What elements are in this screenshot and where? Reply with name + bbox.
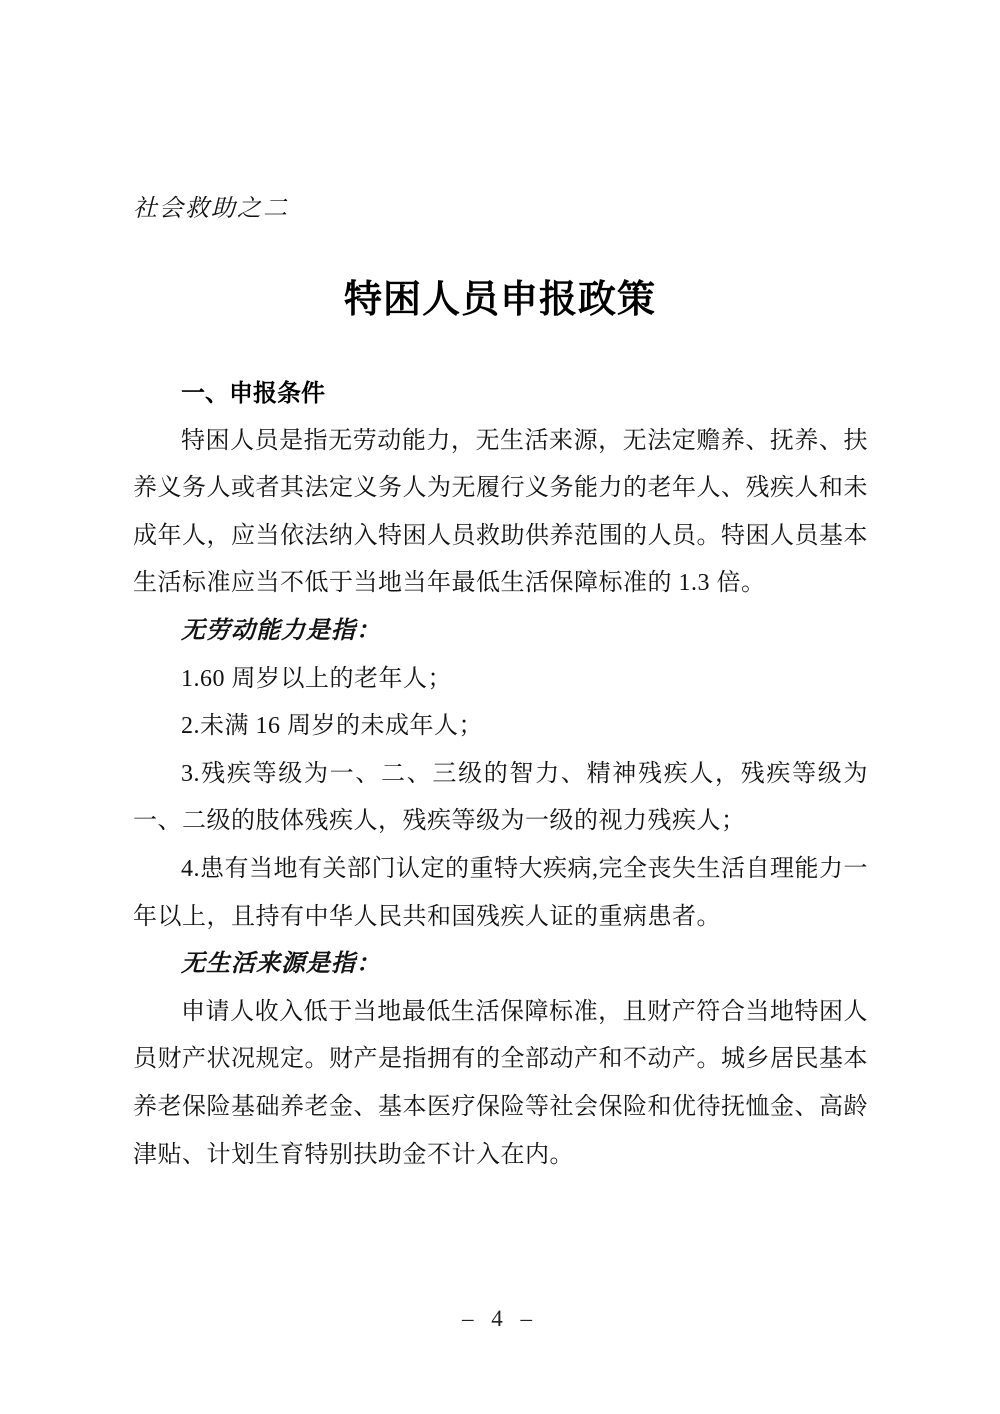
- doc-series-label: 社会救助之二: [133, 196, 289, 222]
- paragraph-income-property: 申请人收入低于当地最低生活保障标准，且财产符合当地特困人员财产状况规定。财产是指拥有的全部动产和不动产。城乡居民基本养老保险基础养老金、基本医疗保险等社会保险和优待抚恤金、高龄津贴、计划生育特别扶助金不计入在内。: [133, 998, 868, 1168]
- document-body: [133, 370, 868, 1179]
- page-title: 特困人员申报政策: [343, 279, 656, 321]
- subheading-no-income-source: 无生活来源是指：: [181, 951, 381, 978]
- paragraph-eligibility-definition: 特困人员是指无劳动能力，无生活来源，无法定赡养、抚养、扶养义务人或者其法定义务人为无履行义务能力的老年人、残疾人和未成年人，应当依法纳入特困人员救助供养范围的人员。特困人员基本生活标准应当不低于当地当年最低生活保障标准的 1.3 倍。: [133, 427, 868, 597]
- subheading-no-work-ability: 无劳动能力是指：: [181, 617, 381, 644]
- list-item-3: 3.残疾等级为一、二、三级的智力、精神残疾人，残疾等级为一、二级的肢体残疾人，残疾等级为一级的视力残疾人；: [133, 760, 868, 835]
- section-heading: 一、申报条件: [181, 380, 325, 407]
- page-number: – 4 –: [462, 1306, 538, 1331]
- list-item-1: 1.60 周岁以上的老年人；: [181, 665, 452, 692]
- list-item-2: 2.未满 16 周岁的未成年人；: [181, 713, 483, 740]
- list-item-4: 4.患有当地有关部门认定的重特大疾病,完全丧失生活自理能力一年以上，且持有中华人民共和国残疾人证的重病患者。: [133, 855, 868, 930]
